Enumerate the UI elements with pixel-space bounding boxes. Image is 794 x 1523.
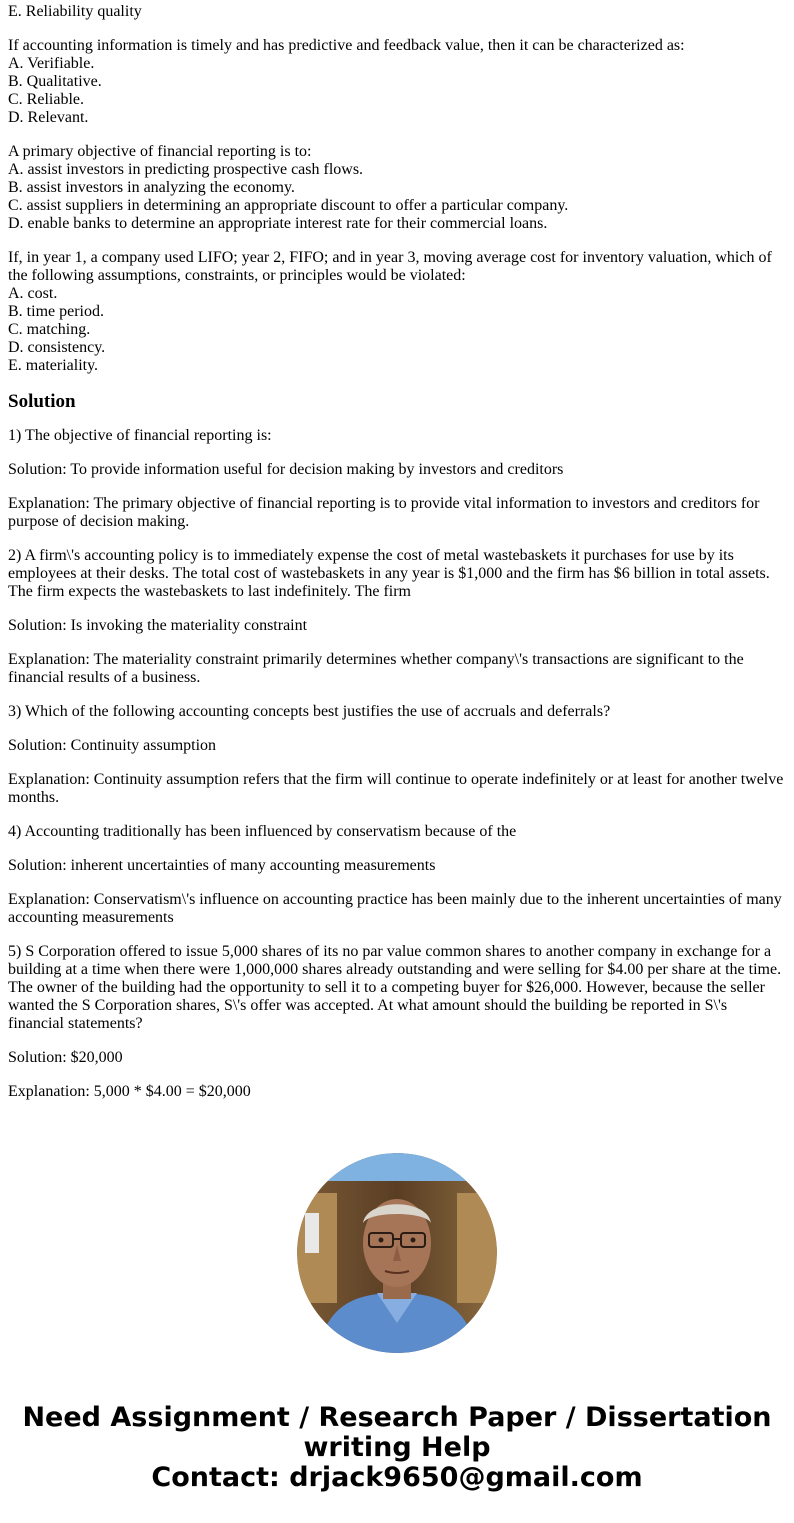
author-avatar xyxy=(297,1153,497,1353)
option-a: A. cost. xyxy=(8,285,58,302)
option-d: D. Relevant. xyxy=(8,109,89,126)
intro-option xyxy=(8,3,786,21)
question-block-3 xyxy=(8,249,786,375)
option-a: A. assist investors in predicting prospective cash flows. xyxy=(8,161,364,178)
solution-heading: Solution xyxy=(8,391,76,412)
solution-question-2: 2) A firm\'s accounting policy is to immediately expense the cost of metal wastebaskets it purchases for use by its employees at their desks. The total cost of wastebaskets in any year is $1,000 and the firm has $6 billion in total assets. The firm expects the wastebaskets to last indefinitely. The firm xyxy=(8,547,770,600)
question-text: If, in year 1, a company used LIFO; year 2, FIFO; and in year 3, moving average cost for inventory valuation, which of the following assumptions, constraints, or principles would be violated: xyxy=(8,249,772,284)
solution-explanation-2: Explanation: The materiality constraint primarily determines whether company\'s transactions are significant to the financial results of a business. xyxy=(8,651,744,686)
option-c: C. Reliable. xyxy=(8,91,84,108)
option-d: D. enable banks to determine an appropriate interest rate for their commercial loans. xyxy=(8,215,548,232)
solution-explanation-1: Explanation: The primary objective of financial reporting is to provide vital information to investors and creditors for purpose of decision making. xyxy=(8,495,760,530)
option-b: B. Qualitative. xyxy=(8,73,102,90)
promo-banner xyxy=(0,1403,794,1493)
solution-explanation-4: Explanation: Conservatism\'s influence on accounting practice has been mainly due to the inherent uncertainties of many accounting measurements xyxy=(8,891,782,926)
document-body xyxy=(8,3,786,1117)
solution-explanation-5: Explanation: 5,000 * $4.00 = $20,000 xyxy=(8,1083,251,1100)
option-a: A. Verifiable. xyxy=(8,55,95,72)
option-d: D. consistency. xyxy=(8,339,106,356)
author-photo xyxy=(297,1153,497,1353)
question-block-2 xyxy=(8,143,786,233)
promo-line-2: writing Help xyxy=(303,1432,491,1463)
question-block-1 xyxy=(8,37,786,127)
solution-answer-4: Solution: inherent uncertainties of many accounting measurements xyxy=(8,857,436,874)
promo-line-1: Need Assignment / Research Paper / Dissertation xyxy=(22,1402,772,1433)
solution-explanation-3: Explanation: Continuity assumption refers that the firm will continue to operate indefinitely or at least for another twelve months. xyxy=(8,771,784,806)
solution-question-1: 1) The objective of financial reporting is: xyxy=(8,427,272,444)
solution-question-3: 3) Which of the following accounting concepts best justifies the use of accruals and deferrals? xyxy=(8,703,611,720)
promo-contact: Contact: drjack9650@gmail.com xyxy=(151,1462,643,1493)
option-b: B. time period. xyxy=(8,303,104,320)
option-c: C. assist suppliers in determining an appropriate discount to offer a particular company. xyxy=(8,197,569,214)
solution-question-4: 4) Accounting traditionally has been influenced by conservatism because of the xyxy=(8,823,517,840)
solution-answer-3: Solution: Continuity assumption xyxy=(8,737,217,754)
option-c: C. matching. xyxy=(8,321,91,338)
solution-answer-1: Solution: To provide information useful for decision making by investors and creditors xyxy=(8,461,564,478)
question-text: A primary objective of financial reporting is to: xyxy=(8,143,312,160)
solution-answer-2: Solution: Is invoking the materiality constraint xyxy=(8,617,308,634)
solution-answer-5: Solution: $20,000 xyxy=(8,1049,123,1066)
option-b: B. assist investors in analyzing the economy. xyxy=(8,179,295,196)
solution-question-5: 5) S Corporation offered to issue 5,000 shares of its no par value common shares to another company in exchange for a building at a time when there were 1,000,000 shares already outstanding and were selling for $4.00 per share at the time. The owner of the building had the opportunity to sell it to a competing buyer for $26,000. However, because the seller wanted the S Corporation shares, S\'s offer was accepted. At what amount should the building be reported in S\'s financial statements? xyxy=(8,943,782,1032)
option-e: E. Reliability quality xyxy=(8,3,142,20)
question-text: If accounting information is timely and has predictive and feedback value, then it can be characterized as: xyxy=(8,37,685,54)
option-e: E. materiality. xyxy=(8,357,99,374)
